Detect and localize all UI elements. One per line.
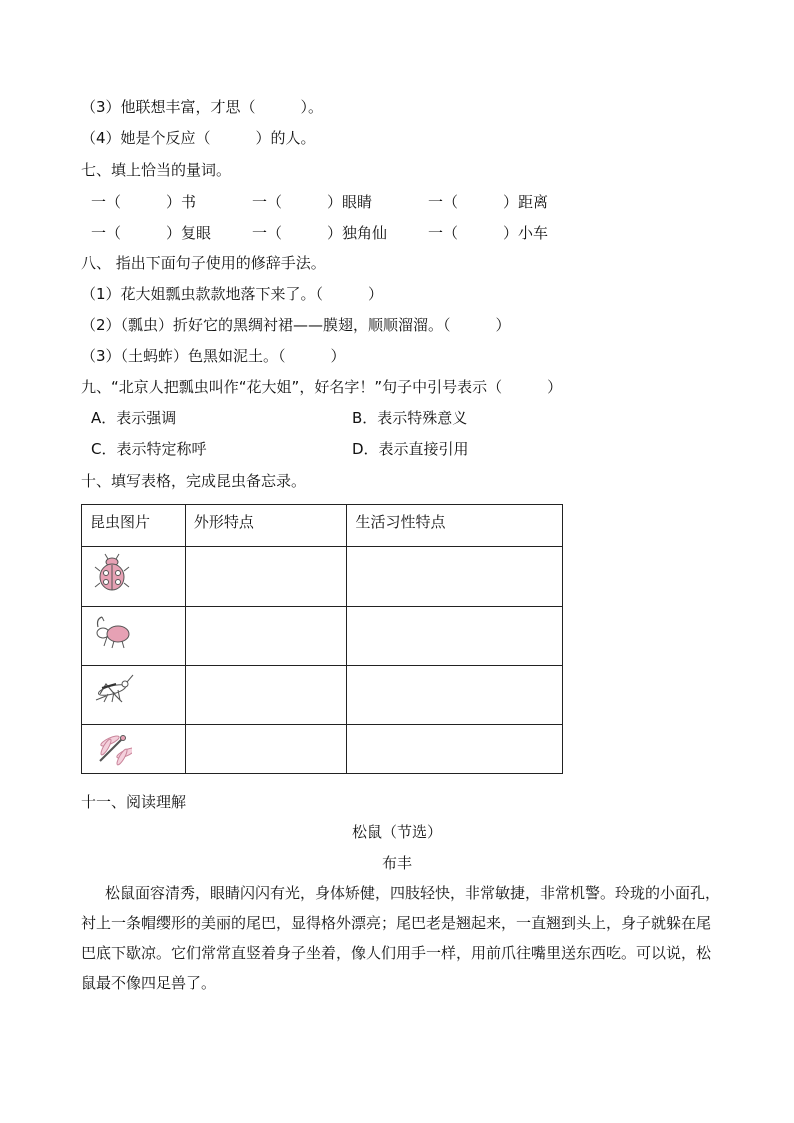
dragonfly-habits-cell[interactable] <box>347 725 563 774</box>
q7-blank-eyes[interactable]: 一（ ）眼睛 <box>252 193 373 211</box>
q9-title: 九、“北京人把瓢虫叫作“花大姐”，好名字！”句子中引号表示（ ） <box>81 378 563 396</box>
q7-blank-compound-eye[interactable]: 一（ ）复眼 <box>91 224 212 242</box>
q9-option-b[interactable]: B．表示特殊意义 <box>352 409 468 427</box>
q7-blank-rhinoceros-beetle[interactable]: 一（ ）独角仙 <box>252 224 388 242</box>
q8-item-2: （2）（瓢虫）折好它的黑绸衬裙——膜翅，顺顺溜溜。（ ） <box>81 316 511 334</box>
q9-option-a[interactable]: A．表示强调 <box>91 409 177 427</box>
header-habits: 生活习性特点 <box>347 505 563 547</box>
passage-author: 布丰 <box>381 854 412 872</box>
table-header-row <box>82 505 563 547</box>
q10-title: 十、填写表格，完成昆虫备忘录。 <box>81 472 307 490</box>
passage-paragraph: 松鼠面容清秀，眼睛闪闪有光，身体矫健，四肢轻快，非常敏捷，非常机警。玲珑的小面孔，衬上一条帽缨形的美丽的尾巴，显得格外漂亮；尾巴老是翘起来，一直翘到头上，身子就躲在尾巴底下歇凉。它们常常直竖着身子坐着，像人们用手一样，用前爪往嘴里送东西吃。可以说，松鼠最不像四足兽了。 <box>81 884 721 992</box>
header-appearance: 外形特点 <box>185 505 347 547</box>
ladybug-habits-cell[interactable] <box>347 547 563 607</box>
ladybug-icon <box>92 553 132 593</box>
grasshopper-habits-cell[interactable] <box>347 666 563 725</box>
q7-title: 七、填上恰当的量词。 <box>81 161 232 179</box>
grasshopper-icon <box>92 672 134 712</box>
table-row <box>82 607 563 666</box>
grasshopper-appearance-cell[interactable] <box>185 666 347 725</box>
q8-item-1: （1）花大姐瓢虫款款地落下来了。（ ） <box>81 285 384 303</box>
table-row <box>82 666 563 725</box>
header-insect-picture: 昆虫图片 <box>82 505 186 547</box>
passage-title: 松鼠（节选） <box>351 823 442 841</box>
q7-blank-distance[interactable]: 一（ ）距离 <box>428 193 549 211</box>
grasshopper-cell <box>82 666 186 725</box>
ladybug-appearance-cell[interactable] <box>185 547 347 607</box>
insect-memo-table <box>81 504 563 774</box>
ladybug-cell <box>82 547 186 607</box>
beetle-appearance-cell[interactable] <box>185 607 347 666</box>
q9-option-c[interactable]: C．表示特定称呼 <box>91 440 207 458</box>
dragonfly-icon <box>92 731 132 767</box>
beetle-habits-cell[interactable] <box>347 607 563 666</box>
q8-item-3: （3）（土蚂蚱）色黑如泥土。（ ） <box>81 347 346 365</box>
beetle-cell <box>82 607 186 666</box>
beetle-icon <box>92 613 132 653</box>
q11-title: 十一、阅读理解 <box>81 793 187 811</box>
dragonfly-cell <box>82 725 186 774</box>
table-row <box>82 725 563 774</box>
table-row <box>82 547 563 607</box>
q6-item-3: （3）他联想丰富，才思（ ）。 <box>81 98 324 116</box>
q7-blank-book[interactable]: 一（ ）书 <box>91 193 197 211</box>
q6-item-4: （4）她是个反应（ ）的人。 <box>81 129 316 147</box>
dragonfly-appearance-cell[interactable] <box>185 725 347 774</box>
q7-blank-cart[interactable]: 一（ ）小车 <box>428 224 549 242</box>
q9-option-d[interactable]: D．表示直接引用 <box>352 440 469 458</box>
q8-title: 八、 指出下面句子使用的修辞手法。 <box>81 254 326 272</box>
